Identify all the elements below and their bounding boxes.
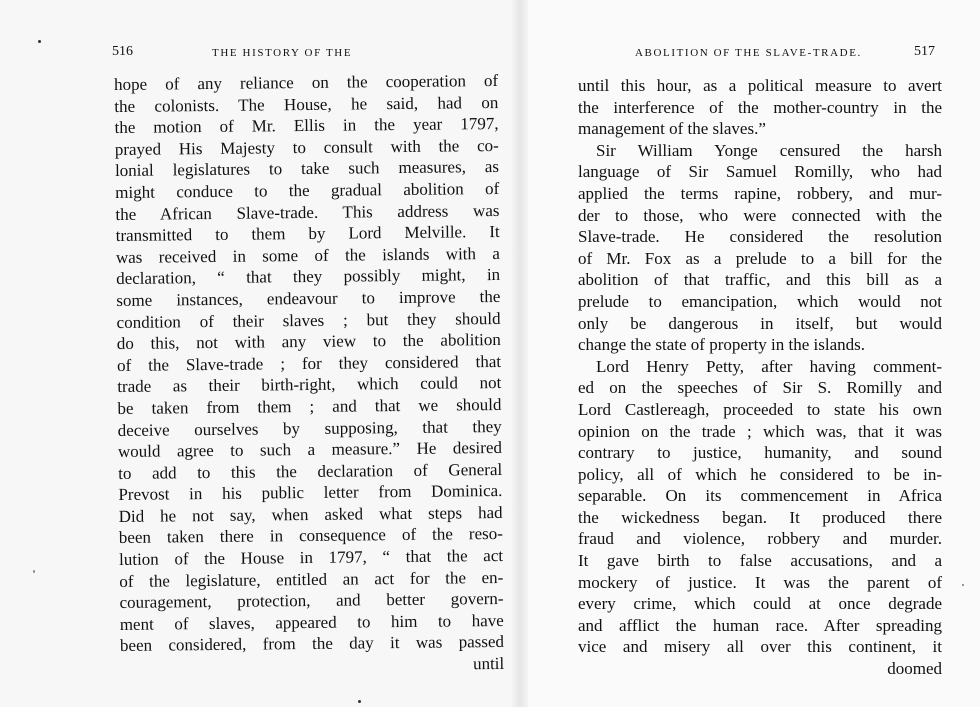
text-line: might conduce to the gradual abolition of [115, 178, 500, 202]
text-line: to add to this the declaration of General [118, 459, 503, 483]
text-line: of the Slave-trade ; for they considered that [116, 351, 502, 375]
book-gutter [512, 0, 528, 707]
text-line: some instances, endeavour to improve the [116, 286, 501, 310]
text-line: and afflict the human race. After spreading [578, 615, 942, 635]
right-running-head: ABOLITION OF THE SLAVE-TRADE. [635, 47, 862, 59]
text-line: of Mr. Fox as a prelude to a bill for the [578, 248, 942, 268]
text-line: declaration, “ that they possibly might, in [116, 265, 501, 289]
text-line: couragement, protection, and better govern- [119, 589, 504, 613]
text-line: mockery of justice. It was the parent of [578, 572, 942, 592]
text-line: policy, all of which he considered to be in- [578, 464, 942, 484]
left-page-number: 516 [112, 44, 133, 59]
text-line: vice and misery all over this continent, it [578, 637, 942, 657]
text-line: ment of slaves, appeared to him to have [119, 610, 504, 634]
text-line: lonial legislatures to take such measures, as [114, 157, 500, 181]
text-line: Lord Castlereagh, proceeded to state his own [578, 399, 942, 419]
text-line: change the state of property in the islands. [578, 335, 866, 355]
text-line: language of Sir Samuel Romilly, who had [578, 162, 942, 182]
text-line: the interference of the mother-country in the [578, 97, 942, 117]
text-line: applied the terms rapine, robbery, and mur- [578, 183, 942, 203]
text-line: trade as their birth-right, which could not [117, 373, 502, 397]
text-line: contrary to justice, humanity, and sound [578, 443, 942, 463]
text-line: the colonists. The House, he said, had on [114, 92, 499, 116]
text-line: been considered, from the day it was passed [119, 632, 505, 656]
text-line: Lord Henry Petty, after having comment- [596, 356, 942, 376]
scan-speck [962, 584, 964, 586]
text-line: the African Slave-trade. This address was [115, 200, 500, 224]
text-line: only be dangerous in itself, but would [578, 313, 942, 333]
text-line: Did he not say, when asked what steps had [118, 502, 503, 526]
text-line: opinion on the trade ; which was, that it was [578, 421, 942, 441]
text-line: was received in some of the islands with a [115, 243, 500, 267]
text-line: transmitted to them by Lord Melville. It [115, 222, 500, 246]
text-line: ed on the speeches of Sir S. Romilly and [578, 378, 942, 398]
text-line: the wickedness began. It produced there [578, 507, 942, 527]
left-text-column [114, 70, 504, 679]
text-line: do this, not with any view to the abolition [116, 330, 501, 354]
text-line: until this hour, as a political measure to avert [578, 76, 942, 95]
text-line: condition of their slaves ; but they should [116, 308, 501, 332]
right-page-number: 517 [914, 44, 935, 59]
text-line: der to those, who were connected with the [578, 205, 942, 225]
text-line: separable. On its commencement in Africa [578, 486, 942, 506]
text-line: It gave birth to false accusations, and a [578, 551, 942, 571]
text-line: Sir William Yonge censured the harsh [596, 140, 942, 160]
text-line: hope of any reliance on the cooperation of [114, 70, 499, 94]
text-line: prelude to emancipation, which would not [578, 291, 942, 311]
text-line: of the legislature, entitled an act for the en- [119, 567, 504, 591]
catchword: until [472, 653, 505, 674]
text-line: lution of the House in 1797, “ that the act [118, 546, 504, 570]
scan-speck [38, 40, 41, 43]
text-line: every crime, which could at once degrade [578, 594, 942, 614]
text-line: Prevost in his public letter from Dominica. [118, 481, 503, 505]
catchword: doomed [887, 659, 942, 679]
text-line: deceive ourselves by supposing, that they [117, 416, 502, 440]
text-line: been taken there in consequence of the reso- [118, 524, 503, 548]
text-line: the motion of Mr. Ellis in the year 1797, [114, 114, 499, 138]
scan-speck [33, 570, 35, 573]
text-line: prayed His Majesty to consult with the co- [114, 135, 499, 159]
scan-speck [358, 700, 361, 703]
text-line: abolition of that traffic, and this bill as a [578, 270, 942, 290]
text-line: fraud and violence, robbery and murder. [578, 529, 942, 549]
text-line: would agree to such a measure.” He desired [117, 438, 503, 462]
right-text-column [578, 75, 942, 680]
text-line: Slave-trade. He considered the resolution [578, 227, 942, 247]
left-running-head: THE HISTORY OF THE [212, 47, 353, 59]
text-line: be taken from them ; and that we should [117, 394, 502, 418]
text-line: management of the slaves.” [578, 119, 766, 139]
